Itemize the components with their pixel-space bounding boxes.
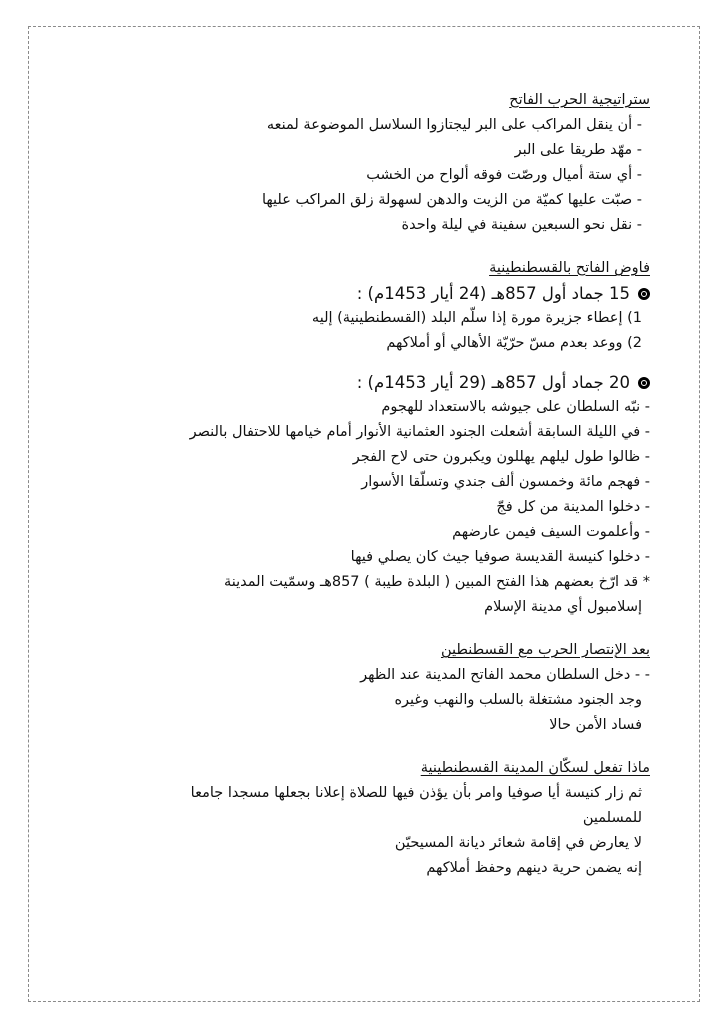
- negotiation-item: 1) إعطاء جزيرة مورة إذا سلّم البلد (القسطنطينية) إليه: [311, 310, 642, 326]
- date-note-line: إسلامبول أي مدينة الإسلام: [484, 599, 642, 615]
- residents-line: ثم زار كنيسة أيا صوفيا وامر بأن يؤذن فيها للصلاة إعلانا بجعلها مسجدا جامعا: [190, 785, 642, 801]
- attack-item: - ظالوا طول ليلهم يهللون ويكبرون حتى لاح الفجر: [352, 449, 650, 465]
- strategy-item: - مهّد طريقا على البر: [514, 142, 642, 158]
- date-1-text: 15 جماد أول 857هـ (24 أيار 1453م) :: [356, 284, 630, 303]
- strategy-item: - صبّت عليها كميّة من الزيت والدهن لسهولة زلق المراكب عليها: [261, 192, 642, 208]
- date-line-2: [40, 370, 650, 395]
- circle-bullet-icon: [638, 288, 650, 300]
- attack-item: - دخلوا كنيسة القديسة صوفيا جيث كان يصلي فيها: [350, 549, 650, 565]
- negotiation-item: 2) ووعد بعدم مسّ حرّيّة الأهالي أو أملاكهم: [386, 335, 642, 351]
- attack-item: - نبّه السلطان على جيوشه بالاستعداد للهجوم: [381, 399, 650, 415]
- residents-heading: ماذا تفعل لسكّان المدينة القسطنطينية: [420, 760, 650, 776]
- attack-item: - في الليلة السابقة أشعلت الجنود العثمانية الأنوار أمام خيامها للاحتفال بالنصر: [189, 424, 650, 440]
- after-victory-heading: بعد الإنتصار الحرب مع القسطنطين: [440, 642, 650, 658]
- document-body: [40, 88, 650, 881]
- residents-line: إنه يضمن حرية دينهم وحفظ أملاكهم: [426, 860, 642, 876]
- date-note-line: * قد ارّخ بعضهم هذا الفتح المبين ( البلدة طيبة ) 857هـ وسمّيت المدينة: [223, 574, 650, 590]
- strategy-item: - أي ستة أميال ورصّت فوقه ألواح من الخشب: [366, 167, 642, 183]
- after-victory-item: وجد الجنود مشتغلة بالسلب والنهب وغيره: [394, 692, 642, 708]
- residents-line: للمسلمين: [582, 810, 642, 826]
- attack-item: - دخلوا المدينة من كل فجّ: [496, 499, 650, 515]
- strategy-item: - أن ينقل المراكب على البر ليجتازوا السلاسل الموضوعة لمنعه: [266, 117, 642, 133]
- date-line-1: [40, 281, 650, 306]
- strategy-item: - نقل نحو السبعين سفينة في ليلة واحدة: [401, 217, 642, 233]
- attack-item: - وأعلموت السيف فيمن عارضهم: [452, 524, 650, 540]
- after-victory-item: فساد الأمن حالا: [549, 717, 642, 733]
- circle-bullet-icon: [638, 377, 650, 389]
- date-2-text: 20 جماد أول 857هـ (29 أيار 1453م) :: [356, 373, 630, 392]
- after-victory-item: - - دخل السلطان محمد الفاتح المدينة عند الظهر: [360, 667, 650, 683]
- negotiation-heading: فاوض الفاتح بالقسطنطينية: [489, 260, 650, 276]
- attack-item: - فهجم مائة وخمسون ألف جندي وتسلّقا الأسوار: [361, 474, 650, 490]
- strategy-heading: ستراتيجية الحرب الفاتح: [509, 92, 650, 108]
- residents-line: لا يعارض في إقامة شعائر ديانة المسيحيّن: [394, 835, 642, 851]
